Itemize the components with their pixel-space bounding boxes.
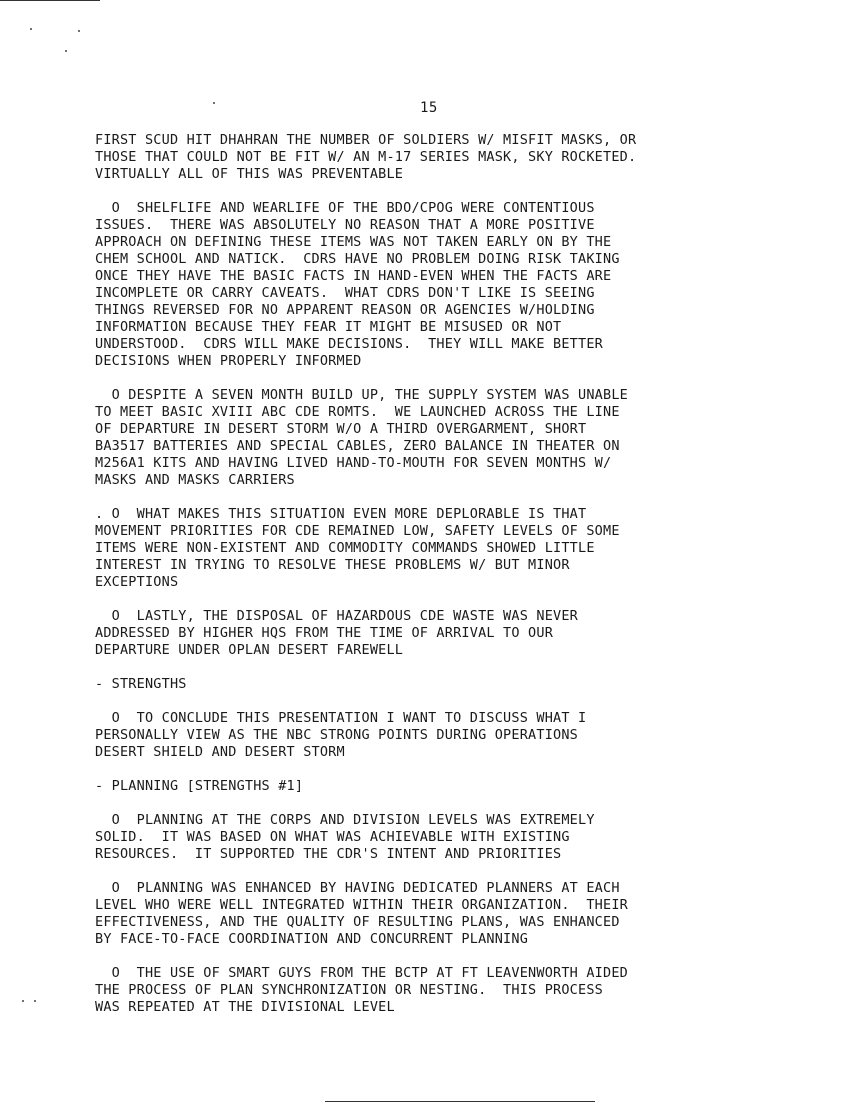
text-line: O PLANNING AT THE CORPS AND DIVISION LEVELS WAS EXTREMELY	[95, 812, 595, 828]
text-line: ONCE THEY HAVE THE BASIC FACTS IN HAND-EVEN WHEN THE FACTS ARE	[95, 268, 612, 284]
text-line: INCOMPLETE OR CARRY CAVEATS. WHAT CDRS DON'T LIKE IS SEEING	[95, 285, 595, 301]
paragraph	[95, 778, 775, 795]
text-line: SOLID. IT WAS BASED ON WHAT WAS ACHIEVABLE WITH EXISTING	[95, 829, 570, 845]
paragraph	[95, 132, 775, 183]
scan-speck	[30, 28, 32, 30]
text-line: THE PROCESS OF PLAN SYNCHRONIZATION OR NESTING. THIS PROCESS	[95, 982, 603, 998]
text-line: DESERT SHIELD AND DESERT STORM	[95, 744, 345, 760]
paragraph	[95, 506, 775, 591]
text-line: . O WHAT MAKES THIS SITUATION EVEN MORE DEPLORABLE IS THAT	[95, 506, 587, 522]
top-edge-rule	[0, 0, 100, 1]
text-line: TO MEET BASIC XVIII ABC CDE ROMTS. WE LAUNCHED ACROSS THE LINE	[95, 404, 620, 420]
text-line: O THE USE OF SMART GUYS FROM THE BCTP AT FT LEAVENWORTH AIDED	[95, 965, 628, 981]
bottom-edge-rule	[325, 1101, 595, 1102]
text-line: OF DEPARTURE IN DESERT STORM W/O A THIRD OVERGARMENT, SHORT	[95, 421, 587, 437]
scan-speck	[213, 102, 215, 104]
text-line: O DESPITE A SEVEN MONTH BUILD UP, THE SUPPLY SYSTEM WAS UNABLE	[95, 387, 628, 403]
text-line: APPROACH ON DEFINING THESE ITEMS WAS NOT TAKEN EARLY ON BY THE	[95, 234, 612, 250]
text-line: BA3517 BATTERIES AND SPECIAL CABLES, ZERO BALANCE IN THEATER ON	[95, 438, 620, 454]
text-line: THINGS REVERSED FOR NO APPARENT REASON OR AGENCIES W/HOLDING	[95, 302, 595, 318]
scan-speck	[34, 1000, 36, 1002]
text-line: EXCEPTIONS	[95, 574, 179, 590]
text-line: VIRTUALLY ALL OF THIS WAS PREVENTABLE	[95, 166, 404, 182]
text-line: ITEMS WERE NON-EXISTENT AND COMMODITY COMMANDS SHOWED LITTLE	[95, 540, 595, 556]
paragraph	[95, 676, 775, 693]
text-line: DEPARTURE UNDER OPLAN DESERT FAREWELL	[95, 642, 404, 658]
scan-speck	[78, 30, 80, 32]
text-line: O SHELFLIFE AND WEARLIFE OF THE BDO/CPOG WERE CONTENTIOUS	[95, 200, 595, 216]
text-line: THOSE THAT COULD NOT BE FIT W/ AN M-17 SERIES MASK, SKY ROCKETED.	[95, 149, 637, 165]
paragraph	[95, 200, 775, 370]
text-line: O PLANNING WAS ENHANCED BY HAVING DEDICATED PLANNERS AT EACH	[95, 880, 620, 896]
text-line: UNDERSTOOD. CDRS WILL MAKE DECISIONS. THEY WILL MAKE BETTER	[95, 336, 603, 352]
text-line: LEVEL WHO WERE WELL INTEGRATED WITHIN THEIR ORGANIZATION. THEIR	[95, 897, 628, 913]
text-line: MOVEMENT PRIORITIES FOR CDE REMAINED LOW, SAFETY LEVELS OF SOME	[95, 523, 620, 539]
paragraph	[95, 387, 775, 489]
text-line: ADDRESSED BY HIGHER HQS FROM THE TIME OF ARRIVAL TO OUR	[95, 625, 554, 641]
text-line: MASKS AND MASKS CARRIERS	[95, 472, 295, 488]
paragraph	[95, 880, 775, 948]
scan-speck	[65, 50, 67, 52]
text-line: INFORMATION BECAUSE THEY FEAR IT MIGHT BE MISUSED OR NOT	[95, 319, 562, 335]
text-line: O LASTLY, THE DISPOSAL OF HAZARDOUS CDE WASTE WAS NEVER	[95, 608, 579, 624]
text-line: INTEREST IN TRYING TO RESOLVE THESE PROBLEMS W/ BUT MINOR	[95, 557, 570, 573]
paragraph	[95, 710, 775, 761]
text-line: - STRENGTHS	[95, 676, 187, 692]
text-line: DECISIONS WHEN PROPERLY INFORMED	[95, 353, 362, 369]
text-line: O TO CONCLUDE THIS PRESENTATION I WANT TO DISCUSS WHAT I	[95, 710, 587, 726]
text-line: RESOURCES. IT SUPPORTED THE CDR'S INTENT AND PRIORITIES	[95, 846, 562, 862]
paragraph	[95, 608, 775, 659]
text-line: BY FACE-TO-FACE COORDINATION AND CONCURRENT PLANNING	[95, 931, 529, 947]
text-line: M256A1 KITS AND HAVING LIVED HAND-TO-MOUTH FOR SEVEN MONTHS W/	[95, 455, 612, 471]
text-line: ISSUES. THERE WAS ABSOLUTELY NO REASON THAT A MORE POSITIVE	[95, 217, 595, 233]
text-line: WAS REPEATED AT THE DIVISIONAL LEVEL	[95, 999, 395, 1015]
paragraph	[95, 965, 775, 1016]
text-line: EFFECTIVENESS, AND THE QUALITY OF RESULTING PLANS, WAS ENHANCED	[95, 914, 620, 930]
text-line: CHEM SCHOOL AND NATICK. CDRS HAVE NO PROBLEM DOING RISK TAKING	[95, 251, 620, 267]
text-line: - PLANNING [STRENGTHS #1]	[95, 778, 304, 794]
text-line: PERSONALLY VIEW AS THE NBC STRONG POINTS DURING OPERATIONS	[95, 727, 579, 743]
scan-speck	[22, 1000, 24, 1002]
page-number: 15	[420, 100, 438, 116]
text-line: FIRST SCUD HIT DHAHRAN THE NUMBER OF SOLDIERS W/ MISFIT MASKS, OR	[95, 132, 637, 148]
document-body	[95, 132, 775, 1033]
paragraph	[95, 812, 775, 863]
